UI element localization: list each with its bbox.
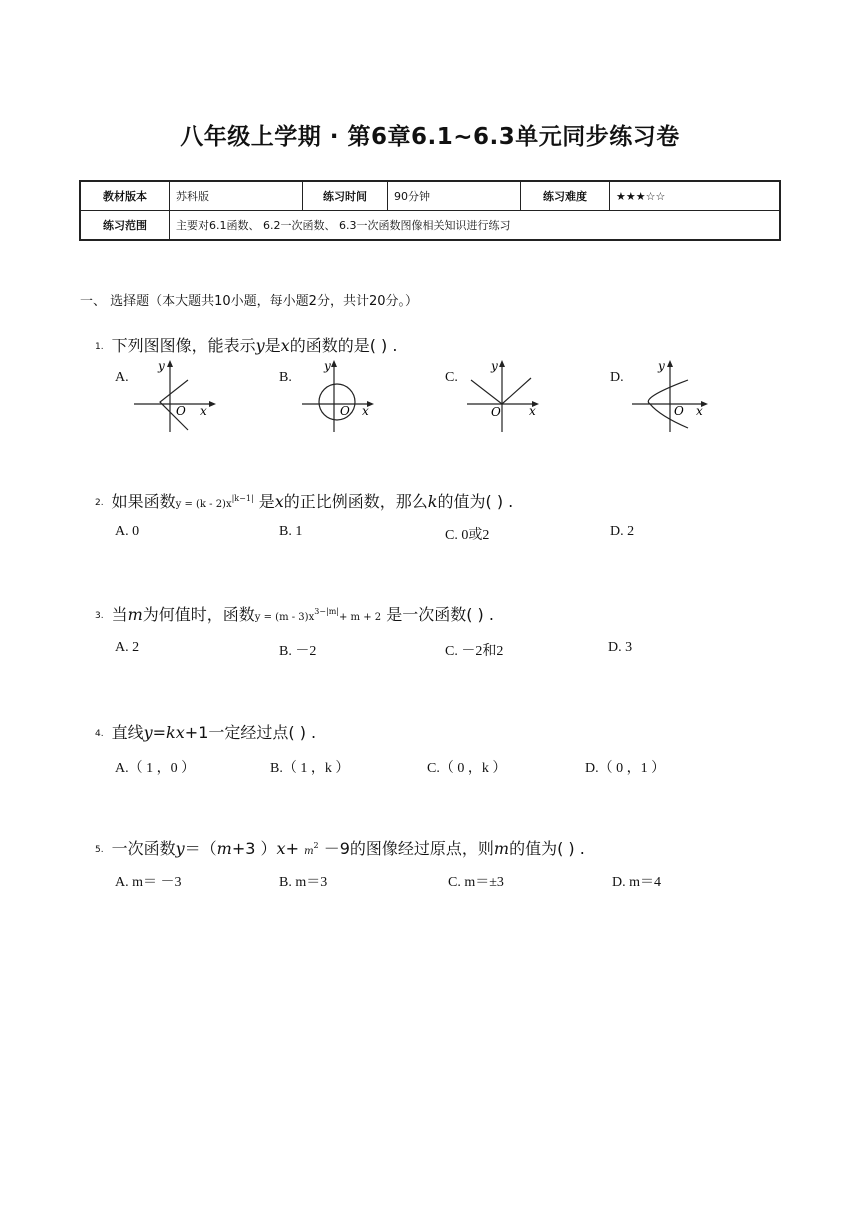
origin-label: O	[491, 405, 501, 419]
variable: x	[276, 839, 286, 858]
section-heading: 一、 选择题（本大题共10小题，每小题2分，共计20分。）	[80, 294, 418, 309]
edition-label: 教材版本	[80, 181, 170, 211]
variable: m	[493, 839, 510, 858]
option-c[interactable]: C. 0或2	[445, 528, 490, 543]
option-b[interactable]: B. m＝3	[279, 875, 328, 890]
exponent: 3−|m|	[314, 607, 339, 616]
question-1	[95, 333, 397, 356]
x-axis-label: x	[200, 404, 207, 418]
option-a[interactable]: A. 2	[115, 640, 140, 655]
y-axis-label: y	[158, 359, 165, 373]
question-3	[95, 602, 494, 625]
option-d[interactable]: D. m＝4	[612, 875, 661, 890]
exponent: 2	[313, 841, 319, 850]
page-title: 八年级上学期 · 第6章6.1~6.3单元同步练习卷	[180, 124, 680, 150]
option-c[interactable]: C. m＝±3	[448, 875, 504, 890]
option-d[interactable]: D. 2	[610, 524, 635, 539]
graph-a	[132, 358, 222, 434]
y-axis-label: y	[491, 359, 498, 373]
variable: x	[274, 492, 284, 511]
option-a[interactable]: A.（ 1 ，0 ）	[115, 761, 196, 776]
variable: m	[304, 846, 314, 857]
question-text: 的值为( ) .	[437, 492, 514, 511]
scope-value: 主要对6.1函数、 6.2一次函数、 6.3一次函数图像相关知识进行练习	[170, 211, 781, 241]
question-text: 的函数的是( ) .	[289, 336, 398, 355]
option-d[interactable]: D. 3	[608, 640, 633, 655]
question-text: +1一定经过点( ) .	[184, 723, 317, 742]
x-axis-label: x	[362, 404, 369, 418]
scope-label: 练习范围	[80, 211, 170, 241]
question-text: 是	[253, 492, 275, 511]
difficulty-label: 练习难度	[521, 181, 610, 211]
question-number: 2.	[95, 497, 104, 508]
variable: m	[127, 605, 143, 624]
option-a[interactable]: A.	[115, 370, 129, 385]
difficulty-value: ★★★☆☆	[610, 181, 781, 211]
info-row	[80, 181, 780, 211]
question-number: 5.	[95, 844, 104, 855]
question-text: 一次函数	[111, 839, 176, 858]
variable: k	[427, 492, 438, 511]
graph-d	[630, 358, 720, 434]
y-axis-label: y	[324, 359, 331, 373]
exponent: |k−1|	[231, 494, 254, 503]
y-axis-label: y	[658, 359, 665, 373]
variable: y	[255, 336, 265, 355]
option-d[interactable]: D.	[610, 370, 624, 385]
info-row	[80, 211, 780, 241]
question-number: 3.	[95, 610, 104, 621]
variable: y	[175, 839, 185, 858]
option-b[interactable]: B. －2	[279, 644, 317, 659]
question-text: 是	[264, 336, 281, 355]
question-text: 直线	[111, 723, 144, 742]
time-label: 练习时间	[303, 181, 388, 211]
option-b[interactable]: B. 1	[279, 524, 303, 539]
question-2	[95, 489, 513, 512]
question-text: 下列图图像，能表示	[111, 336, 256, 355]
question-text: 的值为( ) .	[509, 839, 585, 858]
question-text: －9的图像经过原点，则	[318, 839, 494, 858]
question-text: 的正比例函数，那么	[283, 492, 428, 511]
formula: + m + 2	[339, 612, 382, 623]
option-b[interactable]: B.（ 1 ，k ）	[270, 761, 350, 776]
option-c[interactable]: C.（ 0 ，k ）	[427, 761, 507, 776]
option-a[interactable]: A. 0	[115, 524, 140, 539]
question-4	[95, 720, 316, 743]
question-text: 当	[111, 605, 128, 624]
info-table	[79, 180, 781, 241]
edition-value: 苏科版	[170, 181, 303, 211]
formula: y = (m - 3)x	[254, 612, 315, 623]
option-c[interactable]: C.	[445, 370, 458, 385]
question-text: 为何值时，函数	[142, 605, 255, 624]
option-c[interactable]: C. －2和2	[445, 644, 504, 659]
question-number: 1.	[95, 341, 104, 352]
option-d[interactable]: D.（ 0 ，1 ）	[585, 761, 666, 776]
question-text: ＝（	[184, 839, 217, 858]
question-text: 如果函数	[111, 492, 176, 511]
origin-label: O	[340, 404, 350, 418]
question-5	[95, 836, 585, 859]
variable: x	[280, 336, 290, 355]
time-value: 90分钟	[388, 181, 521, 211]
x-axis-label: x	[529, 404, 536, 418]
x-axis-label: x	[696, 404, 703, 418]
option-a[interactable]: A. m＝ －3	[115, 875, 182, 890]
graph-b	[300, 358, 390, 434]
question-text: 是一次函数( ) .	[381, 605, 494, 624]
question-text: +3 ）	[231, 839, 277, 858]
question-text: +	[285, 839, 305, 858]
formula: y = (k - 2)x	[175, 499, 232, 510]
variable: m	[216, 839, 232, 858]
option-b[interactable]: B.	[279, 370, 292, 385]
question-number: 4.	[95, 728, 104, 739]
origin-label: O	[176, 404, 186, 418]
formula: y=kx	[143, 723, 185, 742]
graph-c	[465, 358, 555, 434]
origin-label: O	[674, 404, 684, 418]
